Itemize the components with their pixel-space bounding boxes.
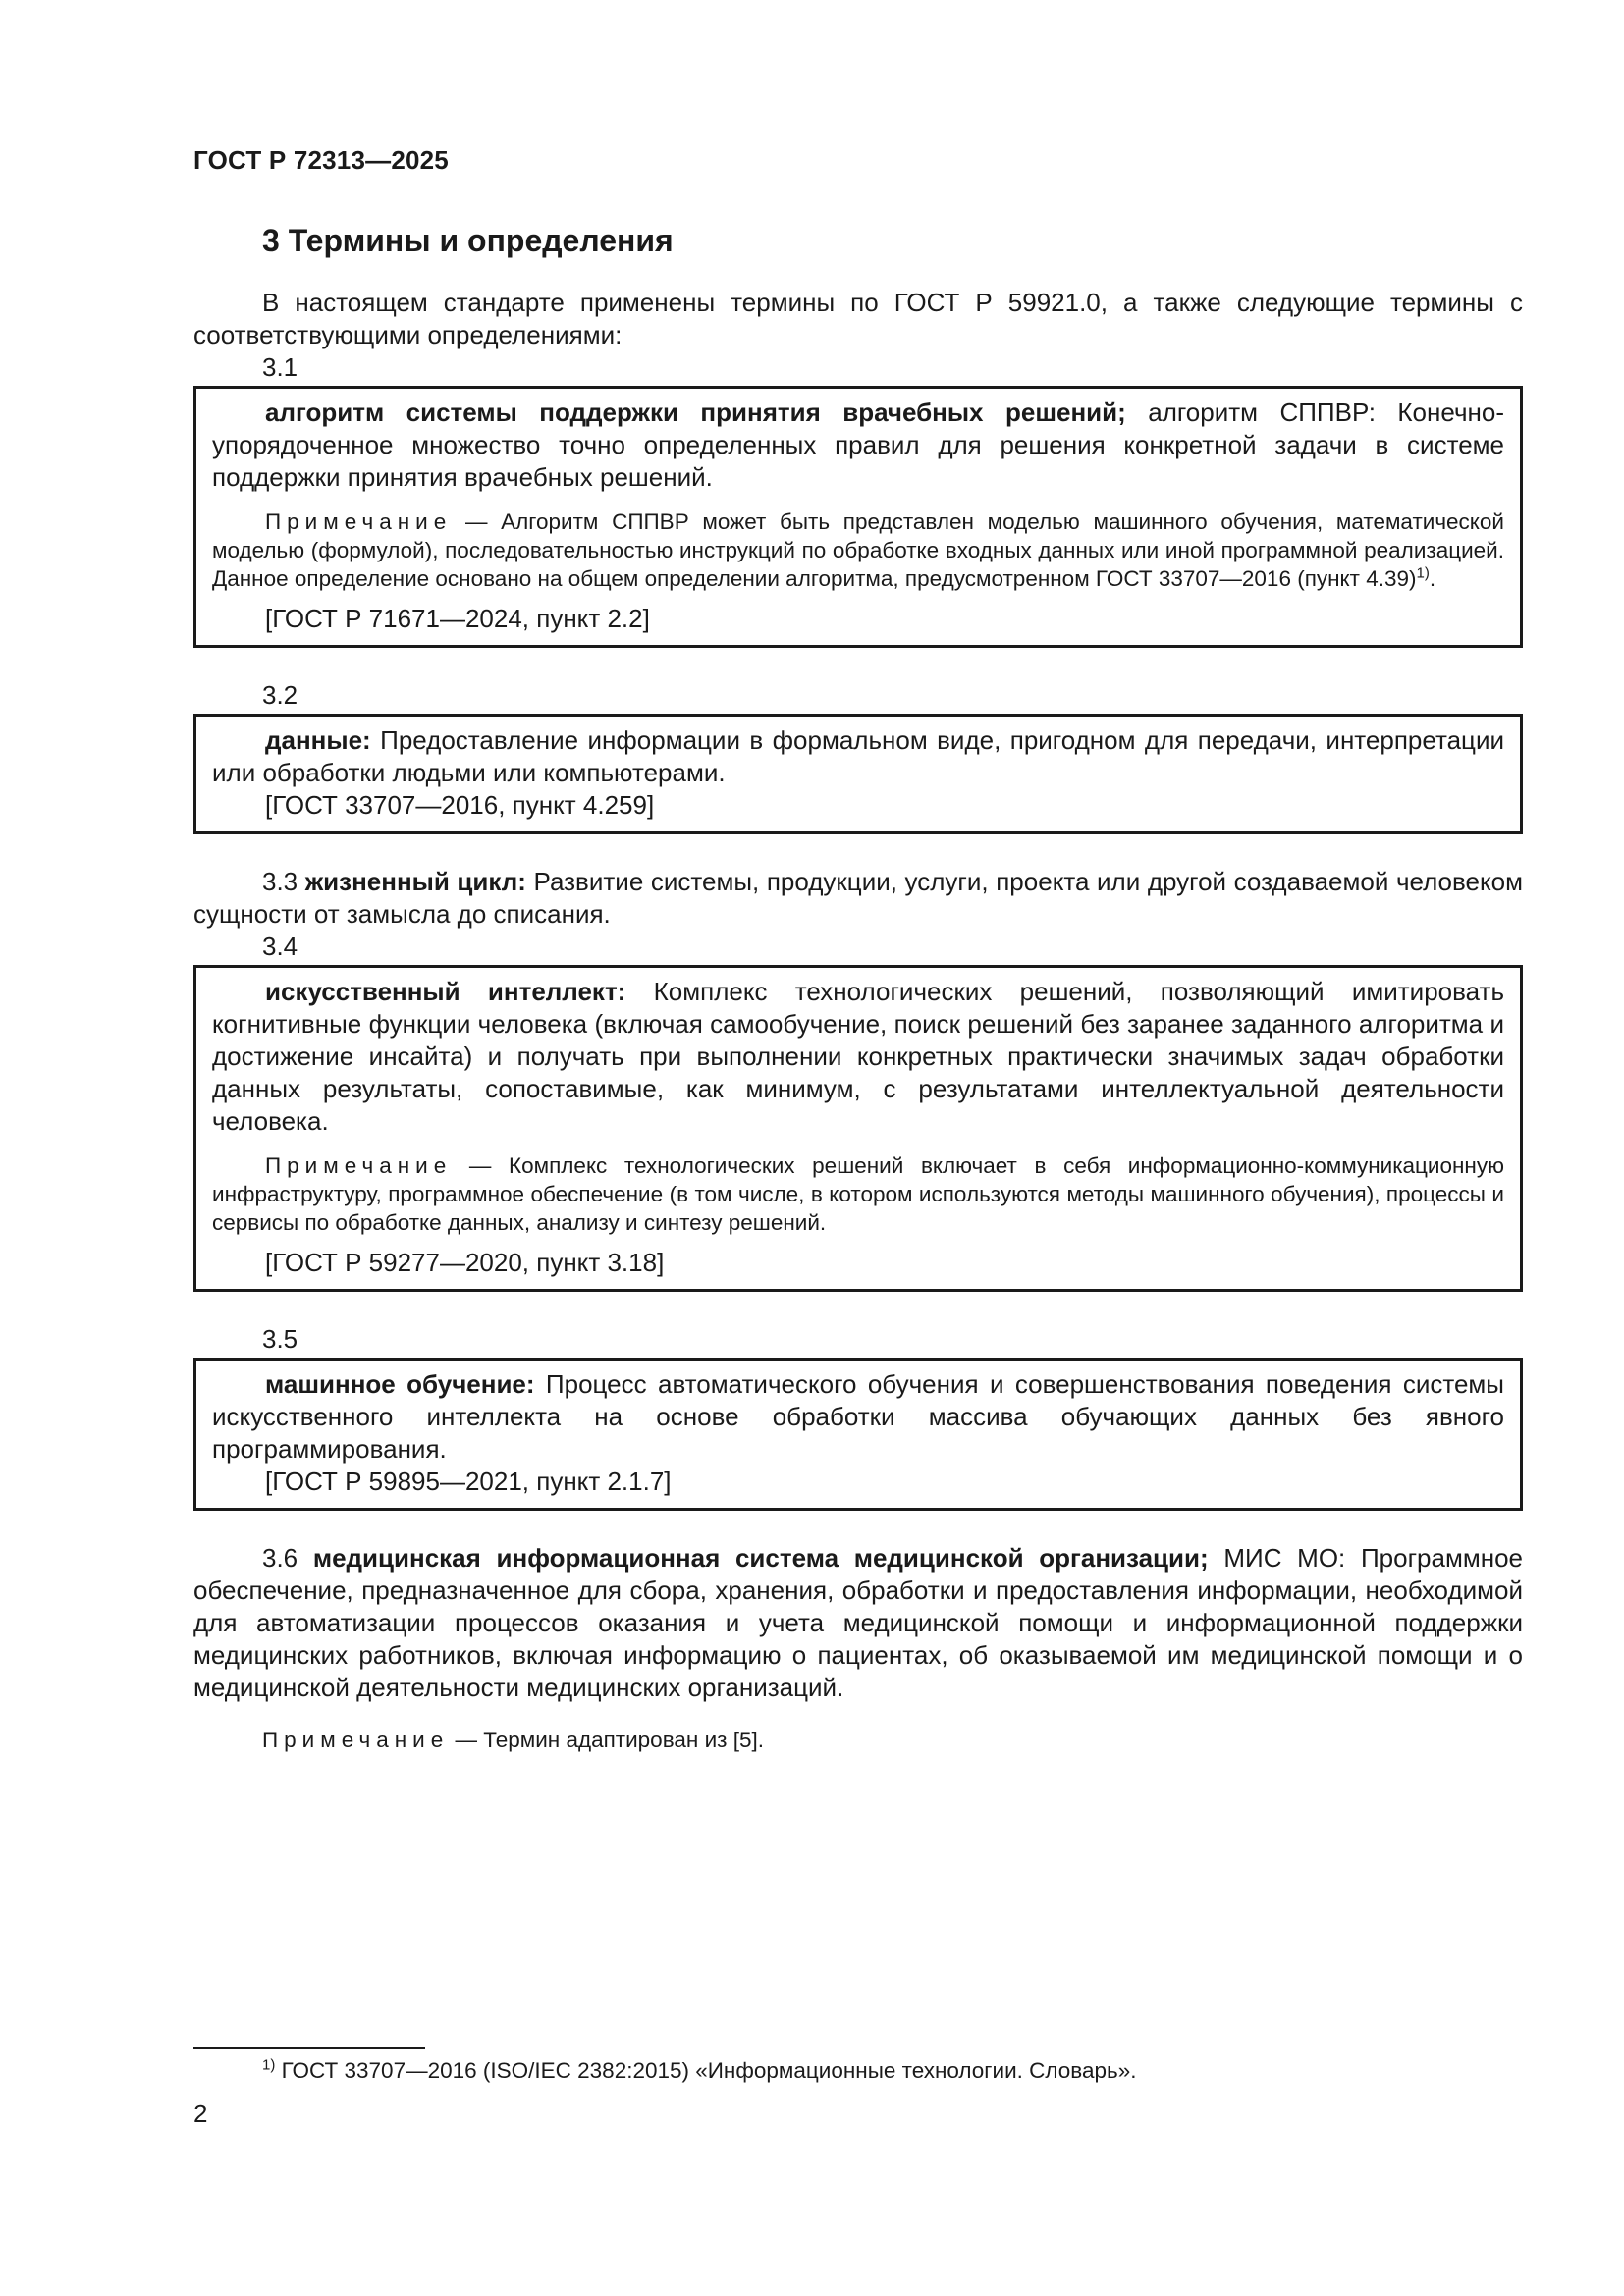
document-body xyxy=(193,287,1523,1754)
footnote-divider xyxy=(193,2047,425,2049)
note-text: — Термин адаптирован из [5]. xyxy=(449,1728,764,1752)
term-definition-3-3 xyxy=(193,866,1523,931)
footnote-mark: 1) xyxy=(262,2056,276,2074)
note-label: Примечание xyxy=(265,509,453,534)
note-end: . xyxy=(1429,566,1436,591)
definition-text: МИС МО: Программное обеспечение, предназначенное для сбора, хранения, обработки и предоставления информации, необходимой для автоматизации процессов оказания и учета медицинской помощи и информационной поддержки медицинских работников, включая информацию о пациентах, об оказываемой им медицинской помощи и о медицинской деятельности медицинских организаций. xyxy=(193,1543,1524,1702)
term-number: 3.3 xyxy=(262,867,298,896)
term-box-3-2 xyxy=(193,714,1523,834)
definition-text: Комплекс технологических решений, позволяющий имитировать когнитивные функции человека (включая самообучение, поиск решений без заранее заданного алгоритма и достижение инсайта) и получать при выполнении конкретных практически значимых задач обработки данных результаты, сопоставимые, как минимум, с результатами интеллектуальной деятельности человека. xyxy=(212,977,1504,1136)
page-number: 2 xyxy=(193,2099,208,2128)
footnote-ref: 1) xyxy=(1416,564,1430,582)
term-box-3-4 xyxy=(193,965,1523,1292)
term-definition xyxy=(212,1368,1504,1466)
term-number: 3.1 xyxy=(262,352,298,382)
footnote xyxy=(262,2058,1137,2084)
term-name: данные: xyxy=(265,725,371,755)
note-text: — Комплекс технологических решений включает в себя информационно-коммуникационную инфраструктуру, программное обеспечение (в том числе, в котором используются методы машинного обучения), процессы и сервисы по обработке данных, анализу и синтезу решений. xyxy=(212,1153,1504,1235)
note-label: Примечание xyxy=(265,1153,453,1178)
term-definition-3-6 xyxy=(193,1542,1523,1704)
document-page xyxy=(193,0,1523,2296)
term-number: 3.6 xyxy=(262,1543,298,1573)
definition-text: Развитие системы, продукции, услуги, проекта или другой создаваемой человеком сущности от замысла до списания. xyxy=(193,867,1523,929)
term-definition xyxy=(212,724,1504,789)
term-number: 3.5 xyxy=(262,1324,298,1354)
term-name: жизненный цикл: xyxy=(304,867,526,896)
term-name: медицинская информационная система медицинской организации; xyxy=(312,1543,1209,1573)
term-source: [ГОСТ Р 59895—2021, пункт 2.1.7] xyxy=(265,1467,672,1496)
term-definition xyxy=(212,976,1504,1138)
term-source: [ГОСТ Р 71671—2024, пункт 2.2] xyxy=(265,604,650,633)
term-note xyxy=(212,1151,1504,1237)
footnote-text: ГОСТ 33707—2016 (ISO/IEC 2382:2015) «Информационные технологии. Словарь». xyxy=(275,2058,1137,2083)
intro-paragraph: В настоящем стандарте применены термины по ГОСТ Р 59921.0, а также следующие термины с соответствующими определениями: xyxy=(193,288,1523,349)
term-box-3-5 xyxy=(193,1358,1523,1511)
section-title: 3 Термины и определения xyxy=(262,223,674,258)
term-name: искусственный интеллект: xyxy=(265,977,626,1006)
note-text: — Алгоритм СППВР может быть представлен моделью машинного обучения, математической моделью (формулой), последовательностью инструкций по обработке входных данных или иной программной реализацией. Данное определение основано на общем определении алгоритма, предусмотренном ГОСТ 33707—2016 (пункт 4.39) xyxy=(212,509,1504,591)
note-label: Примечание xyxy=(262,1728,450,1752)
term-note xyxy=(212,507,1504,593)
term-definition xyxy=(212,397,1504,494)
term-name: алгоритм системы поддержки принятия врачебных решений; xyxy=(265,398,1126,427)
term-number: 3.4 xyxy=(262,932,298,961)
term-box-3-1 xyxy=(193,386,1523,648)
term-name: машинное обучение: xyxy=(265,1369,535,1399)
definition-text: Процесс автоматического обучения и совершенствования поведения системы искусственного интеллекта на основе обработки массива обучающих данных без явного программирования. xyxy=(212,1369,1504,1464)
document-header: ГОСТ Р 72313—2025 xyxy=(193,145,449,175)
definition-text: Предоставление информации в формальном виде, пригодном для передачи, интерпретации или обработки людьми или компьютерами. xyxy=(212,725,1504,787)
definition-text: алгоритм СППВР: Конечно-упорядоченное множество точно определенных правил для решения конкретной задачи в системе поддержки принятия врачебных решений. xyxy=(212,398,1504,492)
term-source: [ГОСТ Р 59277—2020, пункт 3.18] xyxy=(265,1248,665,1277)
term-note xyxy=(193,1726,1523,1754)
term-source: [ГОСТ 33707—2016, пункт 4.259] xyxy=(265,790,655,820)
term-number: 3.2 xyxy=(262,680,298,710)
